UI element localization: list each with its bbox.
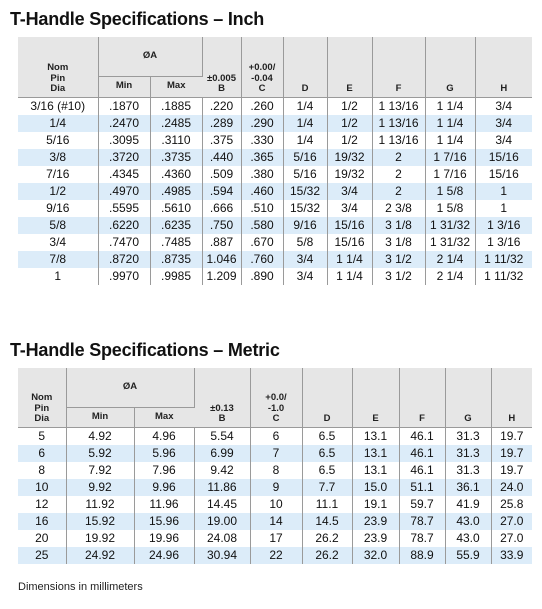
- table-cell: 9.92: [66, 479, 134, 496]
- table-cell: 4.96: [134, 427, 194, 445]
- col-header-h: H: [475, 37, 532, 97]
- table-cell: 3/4: [327, 200, 372, 217]
- table-cell: .3110: [150, 132, 202, 149]
- table-row: [18, 268, 532, 285]
- table-cell: 59.7: [399, 496, 445, 513]
- table-cell: 26.2: [302, 547, 352, 564]
- table-cell: 9.96: [134, 479, 194, 496]
- table-cell: 19.96: [134, 530, 194, 547]
- table-cell: 31.3: [445, 445, 491, 462]
- table-cell: 7/8: [18, 251, 98, 268]
- table-cell: 20: [18, 530, 66, 547]
- table-cell: 24.08: [194, 530, 250, 547]
- table-cell: 3/4: [475, 115, 532, 132]
- table-cell: 5.92: [66, 445, 134, 462]
- table-cell: .2470: [98, 115, 150, 132]
- table-cell: .666: [202, 200, 241, 217]
- table-row: [18, 513, 532, 530]
- table-cell: 15/16: [475, 149, 532, 166]
- table-cell: 5/16: [18, 132, 98, 149]
- table-cell: 1 1/4: [425, 115, 475, 132]
- metric-table-body: [18, 427, 532, 564]
- table-cell: 17: [250, 530, 302, 547]
- table-cell: 8: [18, 462, 66, 479]
- table-cell: 3/4: [18, 234, 98, 251]
- table-cell: .375: [202, 132, 241, 149]
- table-cell: 5/8: [283, 234, 327, 251]
- table-cell: .670: [241, 234, 283, 251]
- table-cell: 24.92: [66, 547, 134, 564]
- table-cell: 1 5/8: [425, 183, 475, 200]
- col-header-oa: ØA: [98, 37, 202, 76]
- table-cell: 23.9: [352, 530, 399, 547]
- table-cell: 43.0: [445, 530, 491, 547]
- table-cell: 1 13/16: [372, 115, 425, 132]
- table-cell: .289: [202, 115, 241, 132]
- table-cell: .7485: [150, 234, 202, 251]
- table-cell: 10: [250, 496, 302, 513]
- table-cell: 3/4: [495, 98, 513, 113]
- table-cell: 55.9: [445, 547, 491, 564]
- table-cell: 9/16: [283, 217, 327, 234]
- table-row: [18, 115, 532, 132]
- table-cell: 13.1: [352, 427, 399, 445]
- table-cell: 16: [18, 513, 66, 530]
- table-cell: 14: [250, 513, 302, 530]
- table-cell: 7.7: [302, 479, 352, 496]
- table-row: [18, 183, 532, 200]
- table-cell: 26.2: [302, 530, 352, 547]
- table-cell: 32.0: [352, 547, 399, 564]
- table-cell: 1: [500, 200, 508, 215]
- table-cell: 78.7: [399, 530, 445, 547]
- table-cell: 6.5: [302, 427, 352, 445]
- table-cell: 1 13/16: [372, 132, 425, 149]
- table-cell: .887: [202, 234, 241, 251]
- col-header-nom-pin-dia: Nom Pin Dia: [18, 37, 98, 97]
- col-header-g: G: [425, 37, 475, 97]
- table-cell: 2 1/4: [425, 268, 475, 285]
- table-cell: 1 7/16: [425, 166, 475, 183]
- col-header-min: Min: [98, 76, 150, 97]
- table-row: [18, 496, 532, 513]
- table-row: [18, 530, 532, 547]
- table-cell: .330: [241, 132, 283, 149]
- table-cell: 23.9: [352, 513, 399, 530]
- table-cell: 1.209: [202, 268, 241, 285]
- table-cell: 30.94: [194, 547, 250, 564]
- table-cell: 24.96: [134, 547, 194, 564]
- table-cell: 1 11/32: [484, 268, 524, 283]
- table-cell: 1 3/16: [475, 217, 532, 234]
- table-cell: 6: [250, 427, 302, 445]
- table-cell: 1 7/16: [425, 149, 475, 166]
- units-note: Dimensions in millimeters: [18, 581, 143, 593]
- table-cell: 3 1/8: [372, 217, 425, 234]
- table-cell: 1/4: [283, 115, 327, 132]
- table-cell: 12: [18, 496, 66, 513]
- table-cell: 2: [372, 149, 425, 166]
- table-cell: 88.9: [399, 547, 445, 564]
- table-cell: 11.96: [134, 496, 194, 513]
- table-cell: 3/4: [327, 183, 372, 200]
- table-cell: 7.92: [66, 462, 134, 479]
- table-cell: .8720: [98, 251, 150, 268]
- col-header-min: Min: [66, 407, 134, 427]
- table-cell: 1 1/4: [425, 132, 475, 149]
- table-cell: .460: [241, 183, 283, 200]
- table-cell: 15.96: [134, 513, 194, 530]
- inch-table-body: [18, 97, 532, 285]
- table-cell: 13.1: [352, 462, 399, 479]
- table-cell: 41.9: [445, 496, 491, 513]
- table-cell: 19.92: [66, 530, 134, 547]
- table-cell: 9.42: [194, 462, 250, 479]
- table-cell: .9985: [150, 268, 202, 285]
- table-cell: 43.0: [445, 513, 491, 530]
- table-row: [18, 462, 532, 479]
- table-cell: 9: [250, 479, 302, 496]
- table-cell: 78.7: [399, 513, 445, 530]
- metric-title: T-Handle Specifications – Metric: [10, 340, 280, 360]
- table-cell: 2: [372, 166, 425, 183]
- table-cell: 1/2: [327, 97, 372, 115]
- table-cell: .8735: [150, 251, 202, 268]
- col-header-oa: ØA: [66, 368, 194, 407]
- table-cell: 1 31/32: [425, 234, 475, 251]
- table-cell: 27.0: [491, 513, 532, 530]
- table-row: [18, 427, 532, 445]
- table-cell: 14.5: [302, 513, 352, 530]
- table-cell: 19.7: [491, 445, 532, 462]
- col-header-c: +0.00/ -0.04 C: [241, 37, 283, 97]
- table-cell: .2485: [150, 115, 202, 132]
- table-cell: .510: [241, 200, 283, 217]
- table-cell: .5595: [98, 200, 150, 217]
- metric-spec-table: [18, 368, 532, 564]
- table-cell: 3/16 (#10): [18, 97, 98, 115]
- table-cell: .4345: [98, 166, 150, 183]
- table-cell: 5.96: [134, 445, 194, 462]
- col-header-max: Max: [134, 407, 194, 427]
- table-row: [18, 132, 532, 149]
- table-cell: 31.3: [445, 427, 491, 445]
- table-cell: 46.1: [399, 462, 445, 479]
- table-cell: 1 1/4: [327, 268, 372, 285]
- table-cell: 2: [372, 183, 425, 200]
- table-cell: .4970: [98, 183, 150, 200]
- table-cell: 13.1: [352, 445, 399, 462]
- table-cell: 11.86: [194, 479, 250, 496]
- table-cell: 1/2: [327, 132, 372, 149]
- table-cell: 15/16: [488, 166, 519, 181]
- table-cell: 33.9: [491, 547, 532, 564]
- table-cell: .365: [241, 149, 283, 166]
- table-cell: 1 3/16: [487, 234, 521, 249]
- table-cell: 19/32: [327, 166, 372, 183]
- table-cell: 19/32: [327, 149, 372, 166]
- table-cell: 10: [18, 479, 66, 496]
- col-header-h: H: [491, 368, 532, 427]
- table-cell: 1: [475, 183, 532, 200]
- table-cell: 19.7: [500, 462, 524, 477]
- table-cell: 1: [18, 268, 98, 285]
- table-cell: .440: [202, 149, 241, 166]
- inch-title: T-Handle Specifications – Inch: [10, 9, 265, 29]
- table-cell: 15/32: [283, 200, 327, 217]
- table-cell: 1 1/4: [327, 251, 372, 268]
- table-cell: .380: [241, 166, 283, 183]
- table-cell: 19.00: [194, 513, 250, 530]
- table-cell: 1/4: [283, 132, 327, 149]
- table-cell: 1/4: [18, 115, 98, 132]
- table-cell: 2 1/4: [425, 251, 475, 268]
- table-cell: .3720: [98, 149, 150, 166]
- table-cell: 3 1/2: [372, 268, 425, 285]
- table-cell: .760: [241, 251, 283, 268]
- table-cell: 31.3: [445, 462, 491, 479]
- table-cell: 1.046: [202, 251, 241, 268]
- table-cell: .3735: [150, 149, 202, 166]
- col-header-c: +0.0/ -1.0 C: [250, 368, 302, 427]
- table-cell: 7.96: [134, 462, 194, 479]
- table-cell: .1870: [98, 97, 150, 115]
- table-cell: .9970: [98, 268, 150, 285]
- table-cell: 1/4: [283, 97, 327, 115]
- table-cell: 46.1: [399, 445, 445, 462]
- col-header-e: E: [352, 368, 399, 427]
- table-cell: 6.5: [302, 462, 352, 479]
- table-cell: 3 1/2: [372, 251, 425, 268]
- table-cell: 2 3/8: [372, 200, 425, 217]
- col-header-max: Max: [150, 76, 202, 97]
- table-cell: 15/16: [327, 234, 372, 251]
- table-cell: 8: [250, 462, 302, 479]
- col-header-nom-pin-dia: Nom Pin Dia: [18, 368, 66, 427]
- table-cell: 27.0: [500, 530, 524, 545]
- table-row: [18, 149, 532, 166]
- table-cell: .890: [241, 268, 283, 285]
- table-cell: 19.1: [352, 496, 399, 513]
- table-cell: 1/2: [18, 183, 98, 200]
- table-row: [18, 97, 532, 115]
- col-header-g: G: [445, 368, 491, 427]
- table-row: [18, 200, 532, 217]
- table-cell: 6: [18, 445, 66, 462]
- table-cell: 3/8: [18, 149, 98, 166]
- table-cell: .220: [202, 97, 241, 115]
- table-cell: 11.92: [66, 496, 134, 513]
- table-cell: 15.0: [352, 479, 399, 496]
- table-cell: .260: [241, 97, 283, 115]
- table-cell: 51.1: [399, 479, 445, 496]
- table-cell: 5.54: [194, 427, 250, 445]
- table-cell: 5: [18, 427, 66, 445]
- col-header-e: E: [327, 37, 372, 97]
- table-cell: .6235: [150, 217, 202, 234]
- table-cell: .594: [202, 183, 241, 200]
- table-cell: 1 5/8: [425, 200, 475, 217]
- table-cell: 15/32: [283, 183, 327, 200]
- table-cell: .290: [241, 115, 283, 132]
- table-cell: 3/4: [283, 268, 327, 285]
- table-cell: 5/16: [283, 149, 327, 166]
- table-cell: .580: [241, 217, 283, 234]
- table-cell: 1 31/32: [425, 217, 475, 234]
- table-cell: .3095: [98, 132, 150, 149]
- col-header-d: D: [302, 368, 352, 427]
- col-header-f: F: [372, 37, 425, 97]
- table-cell: 46.1: [399, 427, 445, 445]
- table-cell: 19.7: [500, 428, 524, 443]
- table-cell: .4360: [150, 166, 202, 183]
- table-cell: 7: [250, 445, 302, 462]
- table-row: [18, 217, 532, 234]
- table-cell: 7/16: [18, 166, 98, 183]
- table-cell: .7470: [98, 234, 150, 251]
- table-cell: 5/16: [283, 166, 327, 183]
- table-row: [18, 479, 532, 496]
- table-row: [18, 445, 532, 462]
- table-cell: 6.5: [302, 445, 352, 462]
- table-row: [18, 251, 532, 268]
- col-header-b: ±0.005 B: [202, 37, 241, 97]
- table-cell: 22: [250, 547, 302, 564]
- table-cell: 36.1: [445, 479, 491, 496]
- table-cell: .4985: [150, 183, 202, 200]
- table-cell: 25.8: [500, 496, 524, 511]
- table-cell: 24.0: [491, 479, 532, 496]
- table-cell: .1885: [150, 97, 202, 115]
- inch-spec-table: [18, 37, 532, 285]
- table-cell: .5610: [150, 200, 202, 217]
- table-cell: 1 13/16: [372, 97, 425, 115]
- table-cell: .6220: [98, 217, 150, 234]
- table-cell: 15.92: [66, 513, 134, 530]
- table-row: [18, 166, 532, 183]
- table-cell: 11.1: [302, 496, 352, 513]
- table-row: [18, 234, 532, 251]
- table-row: [18, 547, 532, 564]
- table-cell: 1 1/4: [425, 97, 475, 115]
- table-cell: 4.92: [66, 427, 134, 445]
- table-cell: 5/8: [18, 217, 98, 234]
- table-cell: 1/2: [327, 115, 372, 132]
- table-cell: 9/16: [18, 200, 98, 217]
- table-cell: 3 1/8: [372, 234, 425, 251]
- table-cell: 14.45: [194, 496, 250, 513]
- col-header-d: D: [283, 37, 327, 97]
- col-header-b: ±0.13 B: [194, 368, 250, 427]
- table-cell: 25: [18, 547, 66, 564]
- col-header-f: F: [399, 368, 445, 427]
- table-cell: 3/4: [495, 132, 513, 147]
- table-cell: 1 11/32: [475, 251, 532, 268]
- table-cell: 6.99: [194, 445, 250, 462]
- table-cell: .509: [202, 166, 241, 183]
- table-cell: 3/4: [283, 251, 327, 268]
- table-cell: 15/16: [327, 217, 372, 234]
- table-cell: .750: [202, 217, 241, 234]
